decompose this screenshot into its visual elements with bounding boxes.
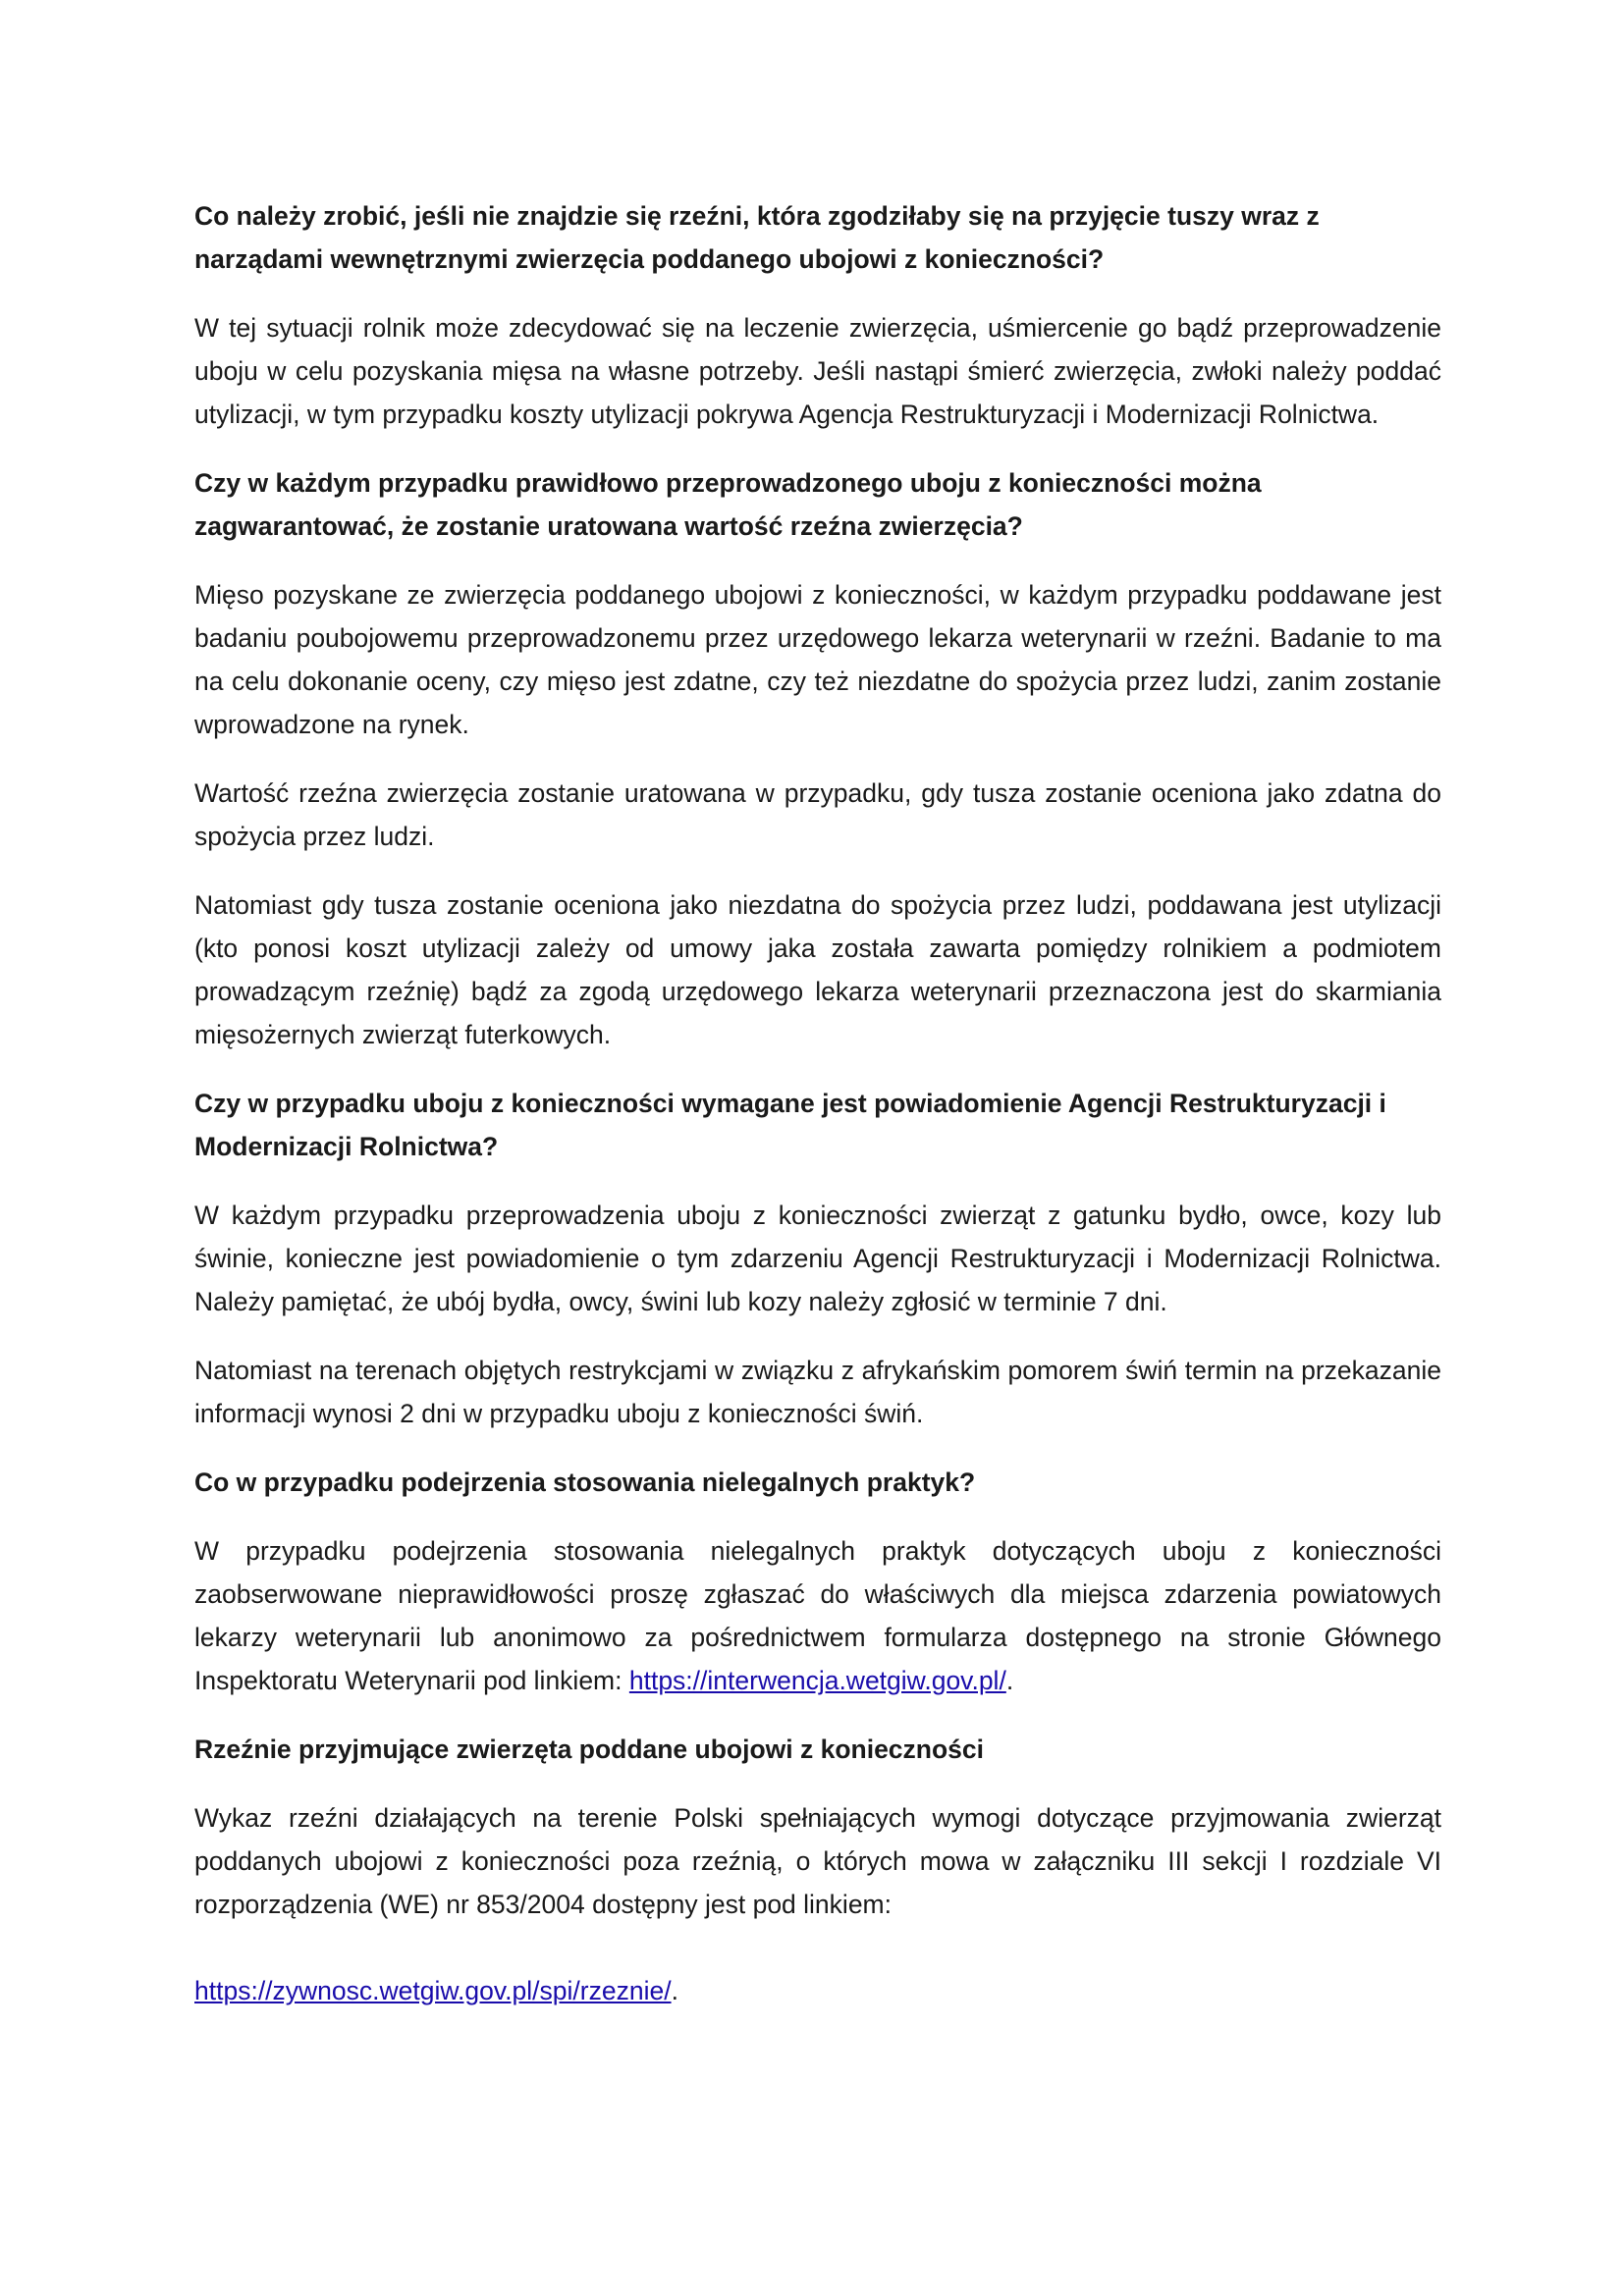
question-heading: Co w przypadku podejrzenia stosowania nielegalnych praktyk? [194, 1468, 976, 1497]
link-paragraph [194, 1969, 1441, 2012]
question-heading: Czy w każdym przypadku prawidłowo przeprowadzonego uboju z konieczności można zagwarantować, że zostanie uratowana wartość rzeźna zwierzęcia? [194, 468, 1262, 541]
question-heading: Czy w przypadku uboju z konieczności wymagane jest powiadomienie Agencji Restrukturyzacji i Modernizacji Rolnictwa? [194, 1089, 1386, 1161]
answer-paragraph: Natomiast na terenach objętych restrykcjami w związku z afrykańskim pomorem świń termin na przekazanie informacji wynosi 2 dni w przypadku uboju z konieczności świń. [194, 1356, 1441, 1428]
answer-paragraph: Natomiast gdy tusza zostanie oceniona jako niezdatna do spożycia przez ludzi, poddawana jest utylizacji (kto ponosi koszt utylizacji zależy od umowy jaka została zawarta pomiędzy rolnikiem a podmiotem prowadzącym rzeźnię) bądź za zgodą urzędowego lekarza weterynarii przeznaczona jest do skarmiania mięsożernych zwierząt futerkowych. [194, 890, 1441, 1049]
answer-text: W przypadku podejrzenia stosowania nielegalnych praktyk dotyczących uboju z konieczności zaobserwowane nieprawidłowości proszę zgłaszać do właściwych dla miejsca zdarzenia powiatowych lekarzy weterynarii lub anonimowo za pośrednictwem formularza dostępnego na stronie Głównego Inspektoratu Weterynarii pod linkiem: [194, 1536, 1441, 1695]
interwencja-link[interactable]: https://interwencja.wetgiw.gov.pl/ [628, 1666, 1006, 1695]
answer-paragraph: W każdym przypadku przeprowadzenia uboju z konieczności zwierząt z gatunku bydło, owce, kozy lub świnie, konieczne jest powiadomienie o tym zdarzeniu Agencji Restrukturyzacji i Modernizacji Rolnictwa. Należy pamiętać, że ubój bydła, owcy, świni lub kozy należy zgłosić w terminie 7 dni. [194, 1201, 1441, 1316]
answer-paragraph-with-link [194, 1529, 1441, 1702]
trailing-period: . [1005, 1666, 1014, 1695]
document-page [194, 194, 1441, 2012]
question-heading: Rzeźnie przyjmujące zwierzęta poddane ubojowi z konieczności [194, 1735, 985, 1764]
rzeznie-link[interactable]: https://zywnosc.wetgiw.gov.pl/spi/rzeznie/ [194, 1976, 672, 2005]
answer-paragraph: Mięso pozyskane ze zwierzęcia poddanego ubojowi z konieczności, w każdym przypadku poddawane jest badaniu poubojowemu przeprowadzonemu przez urzędowego lekarza weterynarii w rzeźni. Badanie to ma na celu dokonanie oceny, czy mięso jest zdatne, czy też niezdatne do spożycia przez ludzi, zanim zostanie wprowadzone na rynek. [194, 580, 1441, 739]
answer-paragraph: Wartość rzeźna zwierzęcia zostanie uratowana w przypadku, gdy tusza zostanie oceniona jako zdatna do spożycia przez ludzi. [194, 778, 1441, 851]
answer-paragraph: W tej sytuacji rolnik może zdecydować się na leczenie zwierzęcia, uśmiercenie go bądź przeprowadzenie uboju w celu pozyskania mięsa na własne potrzeby. Jeśli nastąpi śmierć zwierzęcia, zwłoki należy poddać utylizacji, w tym przypadku koszty utylizacji pokrywa Agencja Restrukturyzacji i Modernizacji Rolnictwa. [194, 313, 1441, 429]
trailing-period: . [671, 1976, 678, 2005]
question-heading: Co należy zrobić, jeśli nie znajdzie się rzeźni, która zgodziłaby się na przyjęcie tuszy wraz z narządami wewnętrznymi zwierzęcia poddanego ubojowi z konieczności? [194, 201, 1320, 274]
answer-paragraph: Wykaz rzeźni działających na terenie Polski spełniających wymogi dotyczące przyjmowania zwierząt poddanych ubojowi z konieczności poza rzeźnią, o których mowa w załączniku III sekcji I rozdziale VI rozporządzenia (WE) nr 853/2004 dostępny jest pod linkiem: [194, 1803, 1441, 1919]
